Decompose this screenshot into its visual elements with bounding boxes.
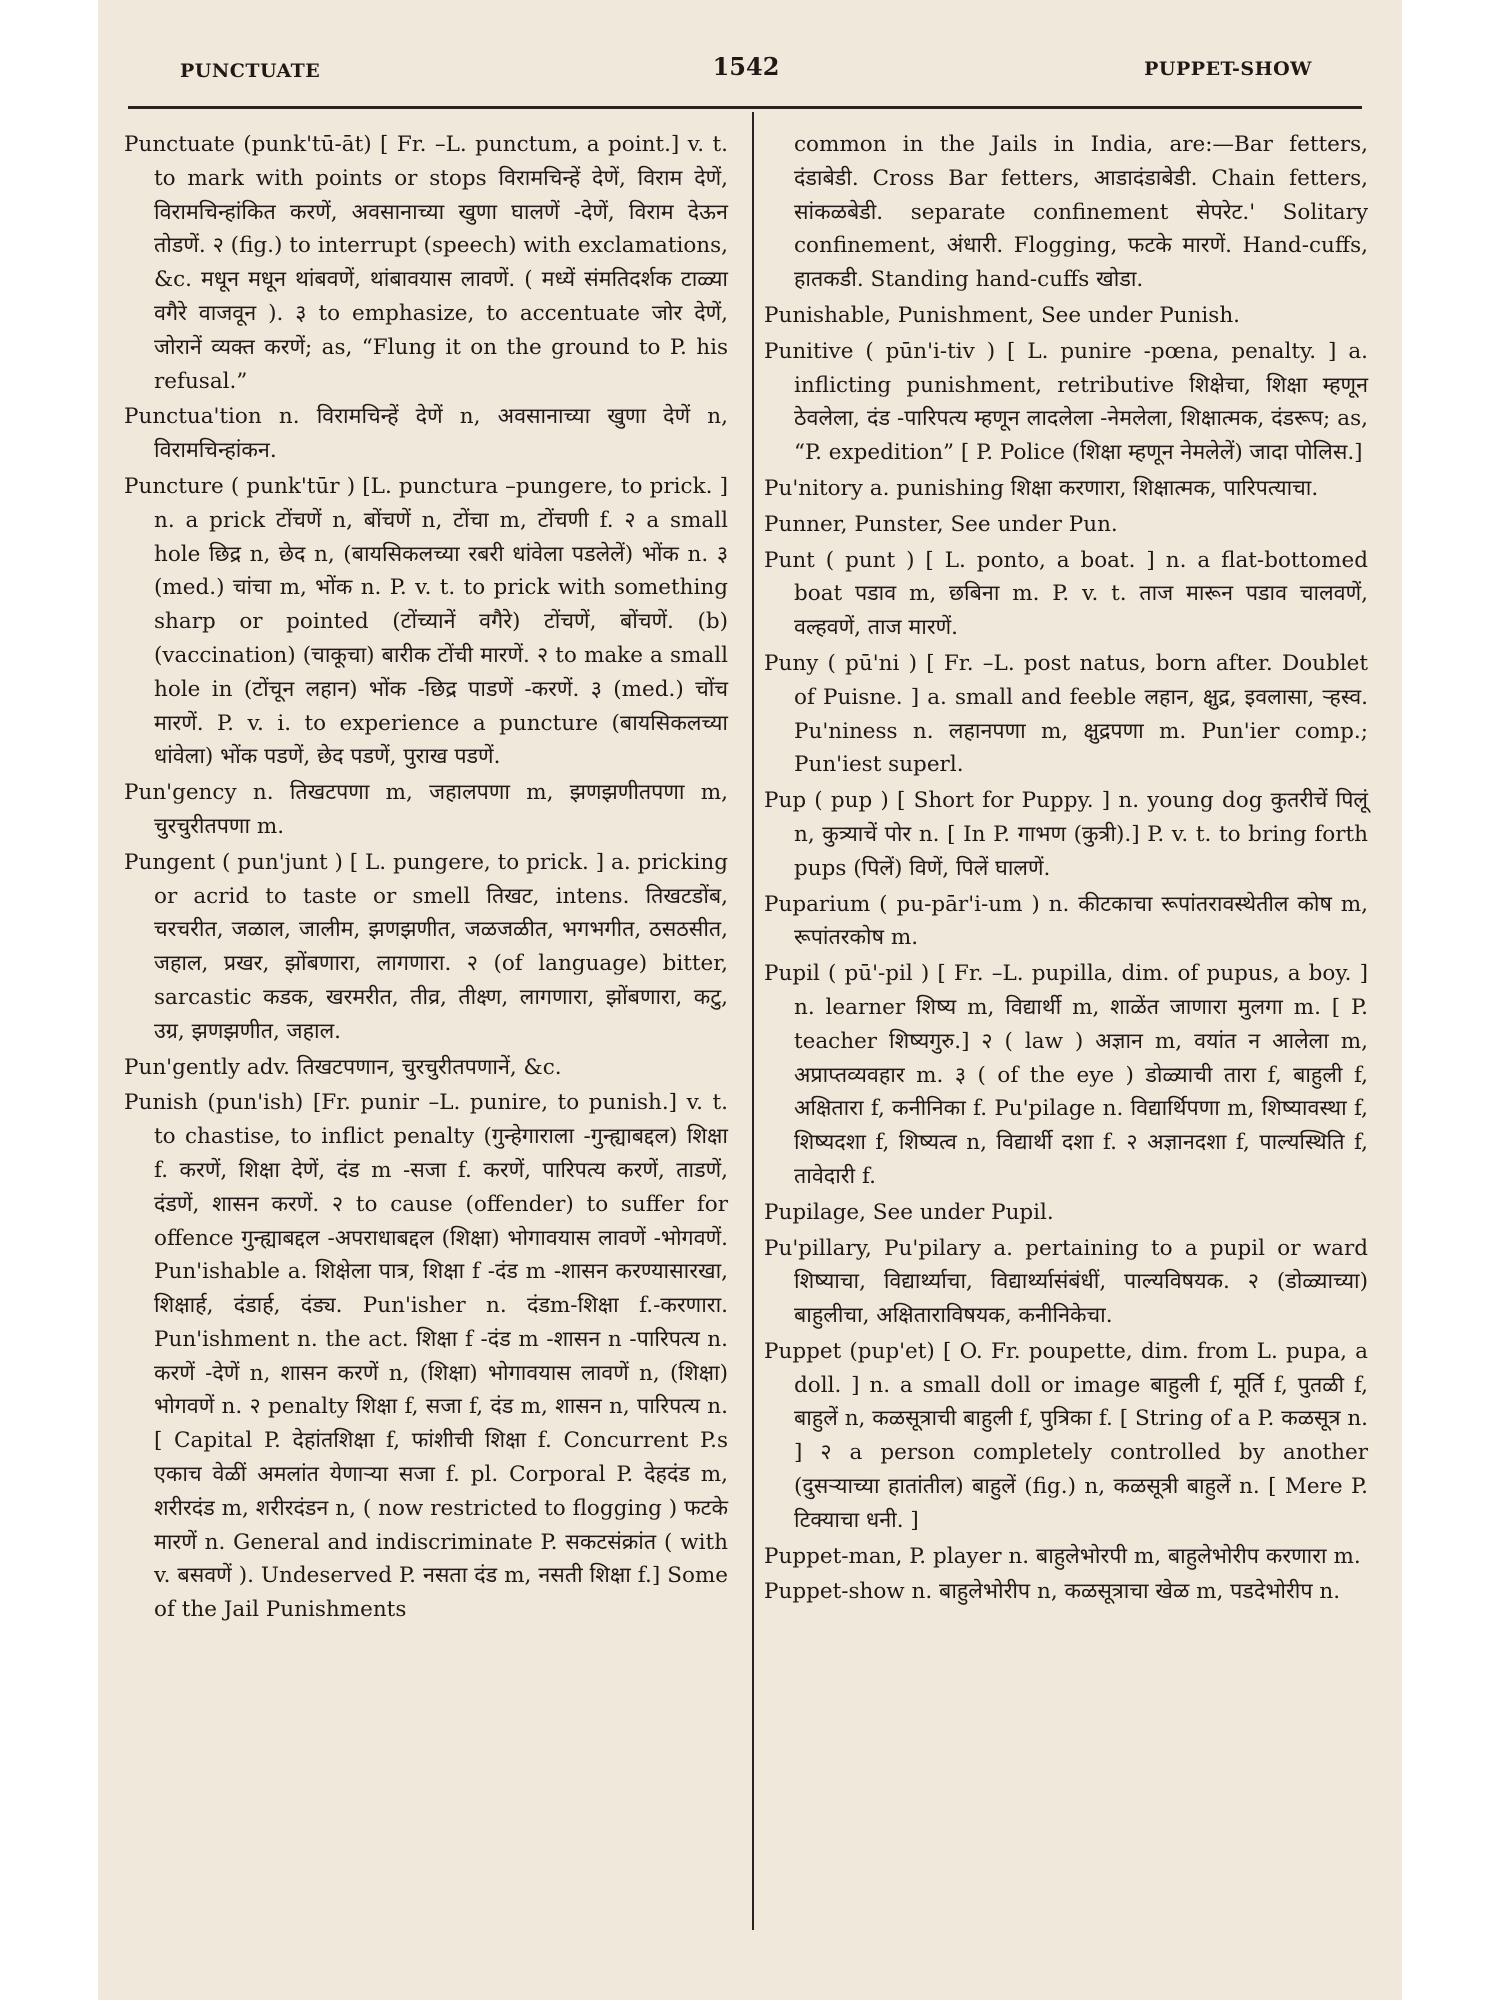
entry-pungent: Pungent ( pun'junt ) [ L. pungere, to prick. ] a. pricking or acrid to taste or smell तिखट, intens. तिखटडोंब, चरचरीत, जळाल, जालीम, झणझणीत, जळजळीत, भगभगीत, ठसठसीत, जहाल, प्रखर, झोंबणारा, लागणारा. २ (of language) bitter, sarcastic कडक, खरमरीत, तीव्र, तीक्ष्ण, लागणारा, झोंबणारा, कटु, उग्र, झणझणीत, जहाल. xyxy=(124,849,728,1044)
entry-puncture: Puncture ( punk'tūr ) [L. punctura –pungere, to prick. ] n. a prick टोंचणें n, बोंचणें n, टोंचा m, टोंचणी f. २ a small hole छिद्र n, छेद n, (बायसिकलच्या रबरी धांवेला पडलेलें) भोंक n. ३ (med.) चांचा m, भोंक n. P. v. t. to prick with something sharp or pointed (टोंच्यानें वगैरे) टोंचणें, बोंचणें. (b) (vaccination) (चाकूचा) बारीक टोंची मारणें. २ to make a small hole in (टोंचून लहान) भोंक -छिद्र पाडणें -करणें. ३ (med.) चोंच मारणें. P. v. i. to experience a puncture (बायसिकलच्या धांवेला) भोंक पडणें, छेद पडणें, पुराख पडणें. xyxy=(124,473,728,770)
entry-punt: Punt ( punt ) [ L. ponto, a boat. ] n. a flat-bottomed boat पडाव m, छबिना m. P. v. t. ताज मारून पडाव चालवणें, वल्हवणें, ताज मारणें. xyxy=(764,547,1368,641)
header-first-word: PUNCTUATE xyxy=(180,60,321,82)
entry-pupilage-ref: Pupilage, See under Pupil. xyxy=(764,1199,1054,1225)
entry-punishable-ref: Punishable, Punishment, See under Punish. xyxy=(764,302,1241,328)
column-divider xyxy=(752,112,754,1930)
right-column xyxy=(764,128,1368,1611)
entry-puppet-man: Puppet-man, P. player n. बाहुलेभोरपी m, बाहुलेभोरीप करणारा m. xyxy=(764,1543,1361,1569)
entry-puppet: Puppet (pup'et) [ O. Fr. poupette, dim. from L. pupa, a doll. ] n. a small doll or image बाहुली f, मूर्ति f, पुतळी f, बाहुलें n, कळसूत्राची बाहुली f, पुत्रिका f. [ String of a P. कळसूत्र n. ] २ a person completely controlled by another (दुसऱ्याच्या हातांतील) बाहुलें (fig.) n, कळसूत्री बाहुलें n. [ Mere P. टिक्याचा धनी. ] xyxy=(764,1338,1368,1533)
entry-pup: Pup ( pup ) [ Short for Puppy. ] n. young dog कुतरीचें पिलूं n, कुत्र्याचें पोर n. [ In P. गाभण (कुत्री).] P. v. t. to bring forth pups (पिलें) विणें, पिलें घालणें. xyxy=(764,788,1368,881)
dictionary-page xyxy=(98,0,1402,2000)
entry-punitory: Pu'nitory a. punishing शिक्षा करणारा, शिक्षात्मक, पारिपत्याचा. xyxy=(764,475,1319,501)
entry-punitive: Punitive ( pūn'i-tiv ) [ L. punire -pœna, penalty. ] a. inflicting punishment, retributive शिक्षेचा, शिक्षा म्हणून ठेवलेला, दंड -पारिपत्य म्हणून लादलेला -नेमलेला, शिक्षात्मक, दंडरूप; as, “P. expedition” [ P. Police (शिक्षा म्हणून नेमलेलें) जादा पोलिस.] xyxy=(764,338,1368,466)
entry-puny: Puny ( pū'ni ) [ Fr. –L. post natus, born after. Doublet of Puisne. ] a. small and feeble लहान, क्षुद्र, इवलासा, ऱ्हस्व. Pu'niness n. लहानपणा m, क्षुद्रपणा m. Pun'ier comp.; Pun'iest superl. xyxy=(764,650,1368,778)
page-header xyxy=(180,50,1312,90)
entry-pungently: Pun'gently adv. तिखटपणान, चुरचुरीतपणानें, &c. xyxy=(124,1054,562,1080)
entry-pungency: Pun'gency n. तिखटपणा m, जहालपणा m, झणझणीतपणा m, चुरचुरीतपणा m. xyxy=(124,780,728,839)
page-number: 1542 xyxy=(712,52,780,81)
header-rule xyxy=(128,106,1362,109)
entry-punctuate: Punctuate (punk'tū-āt) [ Fr. –L. punctum, a point.] v. t. to mark with points or stops विरामचिन्हें देणें, विराम देणें, विरामचिन्हांकित करणें, अवसानाच्या खुणा घालणें -देणें, विराम देऊन तोडणें. २ (fig.) to interrupt (speech) with exclamations, &c. मधून मधून थांबवणें, थांबावयास लावणें. ( मध्यें संमतिदर्शक टाळ्या वगैरे वाजवून ). ३ to emphasize, to accentuate जोर देणें, जोरानें व्यक्त करणें; as, “Flung it on the ground to P. his refusal.” xyxy=(124,132,728,394)
left-column xyxy=(124,128,728,1629)
entry-pupillary: Pu'pillary, Pu'pilary a. pertaining to a pupil or ward शिष्याचा, विद्यार्थ्याचा, विद्यार्थ्यासंबंधीं, पाल्यविषयक. २ (डोळ्याच्या) बाहुलीचा, अक्षिताराविषयक, कनीनिकेचा. xyxy=(764,1235,1368,1329)
header-last-word: PUPPET-SHOW xyxy=(1144,58,1312,80)
entry-punish-continued: common in the Jails in India, are:—Bar fetters, दंडाबेडी. Cross Bar fetters, आडादंडाबेडी. Chain fetters, सांकळबेडी. separate confinement सेपरेट.' Solitary confinement, अंधारी. Flogging, फटके मारणें. Hand-cuffs, हातकडी. Standing hand-cuffs खोडा. xyxy=(794,132,1368,293)
entry-puppet-show: Puppet-show n. बाहुलेभोरीप n, कळसूत्राचा खेळ m, पडदेभोरीप n. xyxy=(764,1579,1341,1605)
entry-pupil: Pupil ( pū'-pil ) [ Fr. –L. pupilla, dim. of pupus, a boy. ] n. learner शिष्य m, विद्यार्थी m, शाळेंत जाणारा मुलगा m. [ P. teacher शिष्यगुरु.] २ ( law ) अज्ञान m, वयांत न आलेला m, अप्राप्तव्यवहार m. ३ ( of the eye ) डोळ्याची तारा f, बाहुली f, अक्षितारा f, कनीनिका f. Pu'pilage n. विद्यार्थिपणा m, शिष्यावस्था f, शिष्यदशा f, शिष्यत्व n, विद्यार्थी दशा f. २ अज्ञानदशा f, पाल्यस्थिति f, तावेदारी f. xyxy=(764,961,1368,1189)
entry-punish: Punish (pun'ish) [Fr. punir –L. punire, to punish.] v. t. to chastise, to inflict penalty (गुन्हेगाराला -गुन्ह्याबद्दल) शिक्षा f. करणें, शिक्षा देणें, दंड m -सजा f. करणें, पारिपत्य करणें, ताडणें, दंडणें, शासन करणें. २ to cause (offender) to suffer for offence गुन्ह्याबद्दल -अपराधाबद्दल (शिक्षा) भोगावयास लावणें -भोगवणें. Pun'ishable a. शिक्षेला पात्र, शिक्षा f -दंड m -शासन करण्यासारखा, शिक्षार्ह, दंडार्ह, दंड्य. Pun'isher n. दंडm-शिक्षा f.-करणारा. Pun'ishment n. the act. शिक्षा f -दंड m -शासन n -पारिपत्य n. करणें -देणें n, शासन करणें n, (शिक्षा) भोगावयास लावणें n, (शिक्षा) भोगवणें n. २ penalty शिक्षा f, सजा f, दंड m, शासन n, पारिपत्य n. [ Capital P. देहांतशिक्षा f, फांशीची शिक्षा f. Concurrent P.s एकाच वेळीं अमलांत येणाऱ्या सजा f. pl. Corporal P. देहदंड m, शरीरदंड m, शरीरदंडन n, ( now restricted to flogging ) फटके मारणें n. General and indiscriminate P. सकटसंक्रांत ( with v. बसवणें ). Undeserved P. नसता दंड m, नसती शिक्षा f.] Some of the Jail Punishments xyxy=(124,1090,728,1623)
entry-punner-ref: Punner, Punster, See under Pun. xyxy=(764,511,1118,537)
entry-puparium: Puparium ( pu-pār'i-um ) n. कीटकाचा रूपांतरावस्थेतील कोष m, रूपांतरकोष m. xyxy=(764,891,1368,951)
entry-punctuation: Punctua'tion n. विरामचिन्हें देणें n, अवसानाच्या खुणा देणें n, विरामचिन्हांकन. xyxy=(124,404,728,464)
